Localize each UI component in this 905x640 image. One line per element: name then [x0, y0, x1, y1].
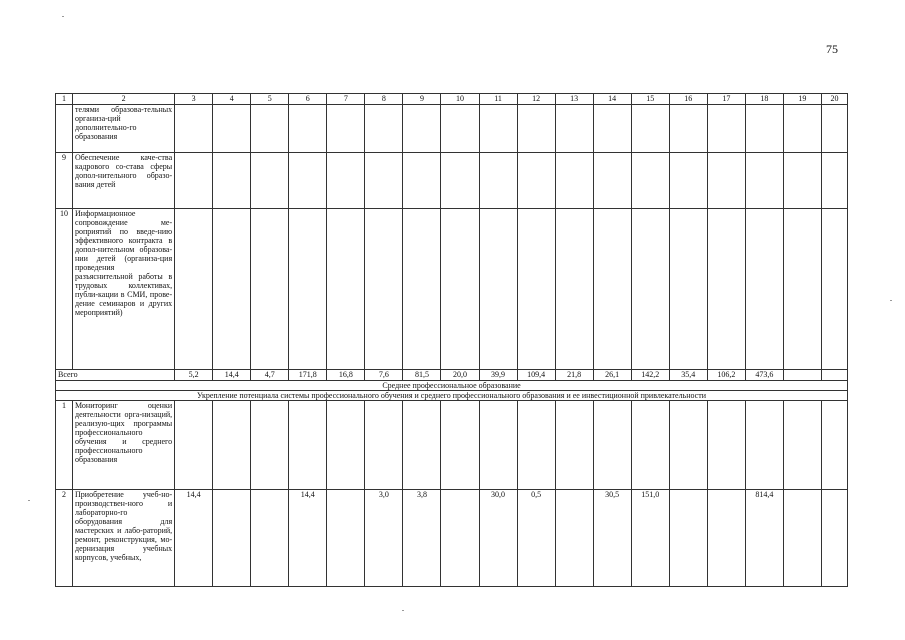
total-value: [783, 370, 821, 381]
total-value: 171,8: [289, 370, 327, 381]
row-value: [669, 490, 707, 587]
row-value: [517, 105, 555, 153]
total-value: 26,1: [593, 370, 631, 381]
row-value: [631, 153, 669, 209]
row-value: [517, 401, 555, 490]
row-value: [251, 105, 289, 153]
table-row: [56, 401, 848, 490]
row-value: [365, 401, 403, 490]
row-activity-name: телями образова-тельных организа-ций дополнительно-го образования: [73, 105, 175, 153]
column-number: 18: [745, 94, 783, 105]
row-value: [327, 401, 365, 490]
row-value: [175, 153, 213, 209]
row-value: [631, 401, 669, 490]
total-value: 109,4: [517, 370, 555, 381]
row-value: [821, 105, 847, 153]
total-label: Всего: [56, 370, 175, 381]
row-value: [745, 209, 783, 370]
row-number: 9: [56, 153, 73, 209]
total-value: 473,6: [745, 370, 783, 381]
column-number: 20: [821, 94, 847, 105]
row-value: [707, 490, 745, 587]
scan-speck: [28, 500, 30, 501]
row-value: [555, 153, 593, 209]
row-value: [783, 209, 821, 370]
row-value: [479, 209, 517, 370]
row-activity-name: Информационное сопровождение ме-роприятий по введе-нию эффективного контракта в допол-нительном образова-нии детей (организа-ция проведения разъяснительной работы в трудовых коллективах, публи-кации в СМИ, прове-дение семинаров и других мероприятий): [73, 209, 175, 370]
column-number: 16: [669, 94, 707, 105]
row-value: [669, 153, 707, 209]
row-value: [403, 401, 441, 490]
row-value: [479, 401, 517, 490]
row-value: [403, 209, 441, 370]
row-number: [56, 105, 73, 153]
row-value: [631, 105, 669, 153]
row-value: 30,5: [593, 490, 631, 587]
row-value: [593, 153, 631, 209]
column-number: 11: [479, 94, 517, 105]
row-value: [251, 209, 289, 370]
table-row: [56, 209, 848, 370]
row-value: [783, 153, 821, 209]
row-activity-name: Обеспечение каче-ства кадрового со-става сферы допол-нительного образо-вания детей: [73, 153, 175, 209]
total-value: 142,2: [631, 370, 669, 381]
subsection-title: Укрепление потенциала системы профессионального обучения и среднего профессионального образования и ее инвестиционной привлекательности: [56, 391, 848, 401]
row-value: 0,5: [517, 490, 555, 587]
total-value: [821, 370, 847, 381]
column-number: 1: [56, 94, 73, 105]
row-value: [517, 209, 555, 370]
row-value: [213, 490, 251, 587]
scan-speck: [890, 300, 892, 301]
scan-speck: [402, 610, 404, 611]
row-value: [441, 401, 479, 490]
total-value: 20,0: [441, 370, 479, 381]
row-value: [213, 105, 251, 153]
row-value: [441, 105, 479, 153]
total-value: 4,7: [251, 370, 289, 381]
row-value: [251, 153, 289, 209]
column-number-row: [56, 94, 848, 105]
row-value: [555, 105, 593, 153]
row-value: [251, 490, 289, 587]
row-value: [327, 490, 365, 587]
row-value: [403, 153, 441, 209]
row-value: [213, 401, 251, 490]
column-number: 19: [783, 94, 821, 105]
row-value: [289, 401, 327, 490]
column-number: 17: [707, 94, 745, 105]
row-value: [821, 401, 847, 490]
row-value: 3,8: [403, 490, 441, 587]
row-value: [745, 105, 783, 153]
total-value: 106,2: [707, 370, 745, 381]
column-number: 8: [365, 94, 403, 105]
row-value: [631, 209, 669, 370]
row-value: [593, 105, 631, 153]
column-number: 3: [175, 94, 213, 105]
row-value: [213, 209, 251, 370]
total-value: 81,5: [403, 370, 441, 381]
total-value: 5,2: [175, 370, 213, 381]
row-value: [783, 105, 821, 153]
row-value: [745, 153, 783, 209]
total-value: 39,9: [479, 370, 517, 381]
row-value: 151,0: [631, 490, 669, 587]
column-number: 6: [289, 94, 327, 105]
subsection-row: [56, 391, 848, 401]
row-value: [669, 209, 707, 370]
row-value: [745, 401, 783, 490]
column-number: 15: [631, 94, 669, 105]
row-value: 814,4: [745, 490, 783, 587]
table-row: [56, 105, 848, 153]
row-value: [821, 209, 847, 370]
row-value: [175, 105, 213, 153]
row-value: [365, 209, 403, 370]
row-value: [441, 153, 479, 209]
row-value: [175, 209, 213, 370]
row-value: [479, 105, 517, 153]
section-row: [56, 381, 848, 391]
row-value: [707, 401, 745, 490]
total-value: 14,4: [213, 370, 251, 381]
column-number: 14: [593, 94, 631, 105]
total-value: 35,4: [669, 370, 707, 381]
row-value: [441, 209, 479, 370]
row-value: [365, 153, 403, 209]
total-value: 21,8: [555, 370, 593, 381]
row-value: [403, 105, 441, 153]
row-value: 14,4: [175, 490, 213, 587]
table-row: [56, 490, 848, 587]
column-number: 4: [213, 94, 251, 105]
column-number: 5: [251, 94, 289, 105]
scan-speck: [62, 16, 64, 17]
budget-table: [55, 93, 848, 587]
row-value: [707, 153, 745, 209]
column-number: 7: [327, 94, 365, 105]
row-value: [555, 209, 593, 370]
row-value: [327, 209, 365, 370]
row-number: 2: [56, 490, 73, 587]
row-value: [555, 401, 593, 490]
row-value: [593, 401, 631, 490]
row-number: 10: [56, 209, 73, 370]
row-value: [821, 153, 847, 209]
row-value: [213, 153, 251, 209]
row-value: [175, 401, 213, 490]
row-value: [441, 490, 479, 587]
row-value: [289, 153, 327, 209]
row-value: [555, 490, 593, 587]
row-value: [707, 105, 745, 153]
row-value: [783, 490, 821, 587]
row-value: [289, 209, 327, 370]
row-value: [517, 153, 555, 209]
row-value: [327, 105, 365, 153]
column-number: 9: [403, 94, 441, 105]
row-value: 30,0: [479, 490, 517, 587]
row-value: [327, 153, 365, 209]
page-number: 75: [826, 42, 838, 56]
row-value: [289, 105, 327, 153]
total-row: [56, 370, 848, 381]
table-row: [56, 153, 848, 209]
row-value: [669, 401, 707, 490]
row-activity-name: Мониторинг оценки деятельности орга-низаций, реализую-щих программы профессионального обучения и среднего профессионального образования: [73, 401, 175, 490]
total-value: 7,6: [365, 370, 403, 381]
section-title: Среднее профессиональное образование: [56, 381, 848, 391]
row-activity-name: Приобретение учеб-но-производствен-ного и лабораторно-го оборудования для мастерских и лабо-раторий, ремонт, реконструкция, мо-дернизация учебных корпусов, учебных,: [73, 490, 175, 587]
column-number: 13: [555, 94, 593, 105]
row-value: 3,0: [365, 490, 403, 587]
total-value: 16,8: [327, 370, 365, 381]
row-value: [783, 401, 821, 490]
column-number: 10: [441, 94, 479, 105]
row-value: [593, 209, 631, 370]
row-value: [707, 209, 745, 370]
row-value: [479, 153, 517, 209]
row-value: [669, 105, 707, 153]
row-value: [365, 105, 403, 153]
row-number: 1: [56, 401, 73, 490]
column-number: 12: [517, 94, 555, 105]
row-value: [251, 401, 289, 490]
row-value: [821, 490, 847, 587]
row-value: 14,4: [289, 490, 327, 587]
column-number: 2: [73, 94, 175, 105]
